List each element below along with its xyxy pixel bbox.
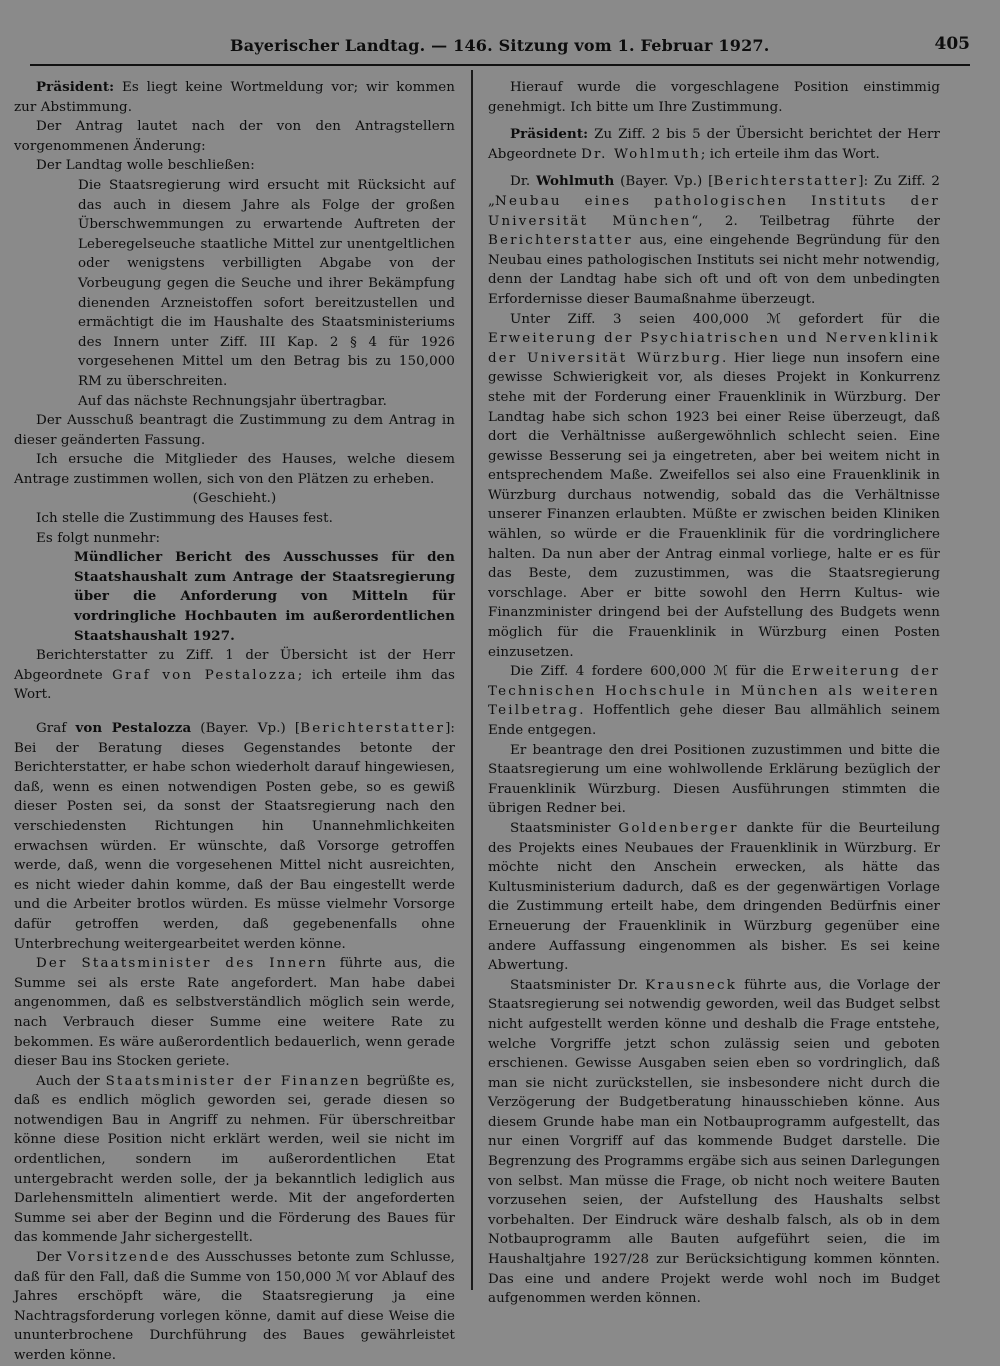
role-label: Berichterstatter [713,174,859,190]
paragraph: Hierauf wurde die vorgeschlagene Position einstimmig genehmigt. Ich bitte um Ihre Zustimmung. [488,80,940,115]
paragraph [488,125,940,164]
item-title: Erweiterung der Psychiatrischen und Nervenklinik der Universität Würzburg [488,331,940,366]
paragraph: Ich stelle die Zustimmung des Hauses fest. [36,511,333,527]
paragraph-text: (Bayer. Vp.) [ [614,174,714,190]
paragraph [14,719,455,954]
page-header [30,34,970,66]
paragraph-text: Berichterstatter zu Ziff. 1 der Übersicht ist der Herr Abgeordnete [14,648,455,683]
paragraph [488,172,940,309]
paragraph-text: . Hier liege nun insofern eine gewisse Schwierigkeit vor, als dieses Projekt in Konkurrenz stehe mit der Forderung einer Frauenklinik in Würzburg. Der Landtag habe sich schon 1923 bei einer Reise überzeugt, daß dort die Verhältnisse außergewöhnlich schlecht seien. Eine gewisse Besserung sei ja eingetreten, aber bei weitem nicht in entsprechendem Maße. Zweifellos sei also eine Frauenklinik in Würzburg durchaus notwendig, sobald das die Verhältnisse unserer Finanzen erlaubten. Müßte er zwischen beiden Kliniken wählen, so würde er die Frauenklinik für die vordringlichere halten. Da nun aber der Antrag einmal vorliege, halte er es für das Beste, dem zuzustimmen, was die Staatsregierung vorschlage. Aber er bitte sowohl den Herrn Kultus- wie Finanzminister dringend bei der Aufstellung des Budgets wenn möglich für die Frauenklinik in Würzburg einen Posten einzusetzen. [488,350,941,660]
person-name: Graf von Pestalozza [112,667,298,683]
role-label: Berichterstatter [300,721,446,736]
spacer [488,117,940,125]
speaker-label: Präsident: [510,126,589,143]
role-label: Berichterstatter [488,233,633,249]
paragraph [14,78,455,117]
paragraph [488,662,940,740]
paragraph: Der Landtag wolle beschließen: [36,158,255,174]
paragraph-text: Dr. [510,174,536,190]
paragraph-text: führte aus, die Summe sei als erste Rate angefordert. Man habe dabei angenommen, daß es selbstverständlich möglich sein werde, nach Verbrauch dieser Summe eine weitere Rate zu bekommen. Es wäre außerordentlich bedauerlich, wenn gerade dieser Bau ins Stocken geriete. [14,956,455,1070]
paragraph-text: Staatsminister Dr. [510,977,646,993]
right-column [488,78,940,1309]
paragraph-text: ; ich erteile ihm das Wort. [700,146,880,162]
person-name: Staatsminister der Finanzen [105,1073,361,1089]
person-name: Vorsitzende [66,1250,171,1266]
paragraph-text: ]: Bei der Beratung dieses Gegenstandes betonte der Berichterstatter, er habe schon wiederholt darauf hingewiesen, daß, wenn es einen notwendigen Posten gebe, so es gewiß dieser Posten sei, da sonst der Staatsregierung nach den verschiedensten Richtungen hin Unannehmlichkeiten erwachsen würden. Er wünschte, daß Vorsorge getroffen werde, daß, wenn die vorgesehenen Mittel nicht ausreichten, es nicht wieder dahin komme, daß der Bau eingestellt werde und die Arbeiter brotlos würden. Es müsse vielmehr Vorsorge dafür getroffen werden, daß gegebenenfalls ohne Unterbrechung weitergearbeitet werden könne. [14,721,455,952]
person-name: Dr. Wohlmuth [581,146,701,162]
paragraph-text: Der [36,1250,67,1266]
paragraph-text: Staatsminister [510,820,619,836]
speaker-name: Wohlmuth [535,173,615,190]
paragraph [14,954,455,1072]
paragraph: Auf das nächste Rechnungsjahr übertragbar. [78,393,388,409]
paragraph-text: . Hoffentlich gehe dieser Bau allmählich seinem Ende entgegen. [488,703,940,738]
agenda-heading: Mündlicher Bericht des Ausschusses für den Staatshaushalt zum Antrage der Staatsregierung über die Anforderung von Mitteln für vordringliche Hochbauten im außerordentlichen Staatshaushalt 1927. [74,549,455,644]
left-column [14,78,455,1366]
item-title: Erweiterung der Technischen Hochschule in München als weiteren Teilbetrag [488,664,940,719]
paragraph-text: des Ausschusses betonte zum Schlusse, daß für den Fall, daß die Summe von 150,000 ℳ vor Ablauf des Jahres erschöpft wäre, die Staatsregierung ja eine Nachtragsforderung vorlegen könne, damit auf diese Weise die ununterbrochene Durchführung des Baues gewährleistet werden könne. [14,1250,455,1363]
paragraph-text: dankte für die Beurteilung des Projekts eines Neubaues der Frauenklinik in Würzburg. Er möchte nicht den Anschein erwecken, als hätte das Kultusministerium dadurch, daß es der gegenwärtigen Vorlage die Zustimmung erteilt habe, dem dringenden Bedürfnis einer Erneuerung der Frauenklinik in Würzburg gegenüber eine andere Auffassung eingenommen als bisher. Es sei keine Abwertung. [488,820,940,974]
parenthetical-note: (Geschieht.) [192,491,277,507]
paragraph-text: Auch der [36,1073,106,1089]
paragraph [14,1072,455,1248]
paragraph [488,976,940,1309]
paragraph-text: (Bayer. Vp.) [ [191,721,301,736]
page-number: 405 [934,34,970,54]
paragraph: Ich ersuche die Mitglieder des Hauses, welche diesem Antrage zustimmen wollen, sich von den Plätzen zu erheben. [14,452,455,487]
speaker-name: von Pestalozza [75,720,192,736]
paragraph [14,1248,455,1366]
paragraph: Er beantrage den drei Positionen zuzustimmen und bitte die Staatsregierung um eine wohlwollende Erklärung bezüglich der Frauenklinik Würzburg. Diesen Ausführungen stimmten die übrigen Redner bei. [488,742,940,817]
paragraph-text: ; ich erteile ihm das Wort. [14,667,455,703]
running-title: Bayerischer Landtag. — 146. Sitzung vom 1. Februar 1927. [230,36,770,55]
paragraph [488,819,940,976]
paragraph-text: “, 2. Teilbetrag führte der [691,213,940,229]
item-title: Neubau eines pathologischen Instituts der Universität München [488,193,940,229]
paragraph [14,646,455,705]
person-name: Krausneck [645,977,738,993]
motion-text: Die Staatsregierung wird ersucht mit Rücksicht auf das auch in diesem Jahre als Folge der großen Überschwemmungen zu erwartende Auftreten der Leberegelseuche staatliche Mittel zur unentgeltlichen oder wenigstens verbilligten Abgabe von der Vorbeugung gegen die Seuche und ihrer Bekämpfung dienenden Arzneistoffen sofort bereitzustellen und ermächtigt die im Haushalte des Staatsministeriums des Innern unter Ziff. III Kap. 2 § 4 für 1926 vorgesehenen Mittel um den Betrag bis zu 150,000 RM zu überschreiten. [78,177,455,389]
paragraph-text: Es liegt keine Wortmeldung vor; wir kommen zur Abstimmung. [14,80,455,115]
person-name: Der Staatsminister des Innern [36,956,328,972]
paragraph-text: führte aus, die Vorlage der Staatsregierung sei notwendig geworden, weil das Budget selbst nicht aufgestellt werden könne und deshalb die Frage entstehe, welche Vorgriffe jetzt schon zulässig seien und geboten erschienen. Gewisse Ausgaben seien eben so vordringlich, daß man sie nicht zurückstellen, sie insbesondere nicht durch die Verzögerung der Budgetberatung hinausschieben könne. Aus diesem Grunde habe man ein Notbauprogramm aufgestellt, das nur einen Vorgriff auf das kommende Budget darstelle. Die Begrenzung des Programms ergäbe sich aus seinen Darlegungen von selbst. Man müsse die Frage, ob nicht noch weitere Bauten vorzusehen seien, der Aufstellung des Haushalts selbst vorbehalten. Der Eindruck wäre deshalb falsch, als ob in dem Notbauprogramm alle Bauten aufgeführt seien, die im Haushaltjahre 1927/28 zur Berücksichtigung kommen könnten. Das eine und andere Projekt werde wohl noch im Budget aufgenommen werden können. [488,977,941,1307]
paragraph-text: Die Ziff. 4 fordere 600,000 ℳ für die [510,664,792,680]
paragraph-text: ]: Zu Ziff. 2 „ [488,174,940,209]
spacer [14,705,455,719]
person-name: Goldenberger [618,820,739,836]
paragraph: Der Ausschuß beantragt die Zustimmung zu dem Antrag in dieser geänderten Fassung. [14,413,455,448]
paragraph-text: Graf [36,721,76,736]
paragraph: Es folgt nunmehr: [36,530,161,546]
paragraph-text: Zu Ziff. 2 bis 5 der Übersicht berichtet der Herr Abgeordnete [488,127,940,162]
paragraph: Der Antrag lautet nach der von den Antragstellern vorgenommenen Änderung: [14,119,455,154]
paragraph [488,310,940,663]
paragraph-text: Unter Ziff. 3 seien 400,000 ℳ gefordert für die [510,311,940,327]
paragraph-text: begrüßte es, daß es endlich möglich geworden sei, gerade diesen so notwendigen Bau in Angriff zu nehmen. Für überschreitbar könne diese Position nicht erklärt werden, weil sie nicht im ordentlichen, sondern im außerordentlichen Etat untergebracht werden solle, der ja bekanntlich lediglich aus Darlehensmitteln alimentiert werde. Mit der angeforderten Summe sei aber der Beginn und die Förderung des Baues für das kommende Jahr sichergestellt. [14,1073,455,1246]
speaker-label: Präsident: [36,79,115,95]
column-divider [471,70,473,1290]
paragraph-text: aus, eine eingehende Begründung für den Neubau eines pathologischen Instituts sei nicht mehr notwendig, denn der Landtag habe sich oft und oft von dem unbedingten Erfordernisse dieser Baumaßnahme überzeugt. [488,233,940,307]
spacer [488,164,940,172]
